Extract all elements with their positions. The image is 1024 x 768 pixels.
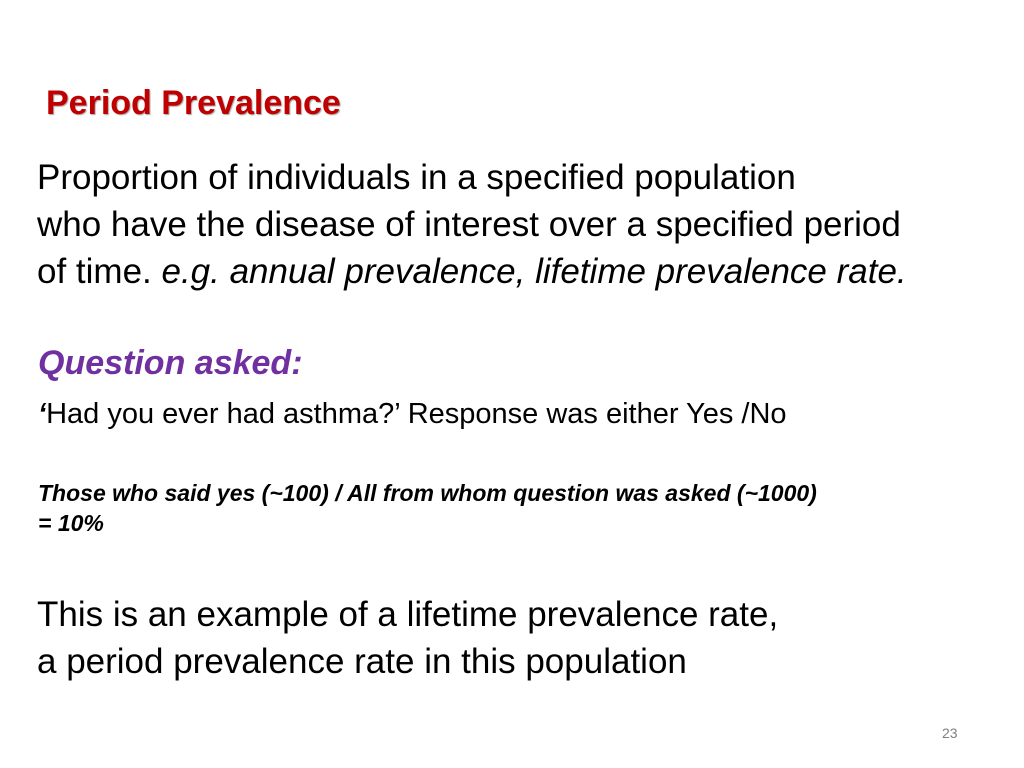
conclusion-line: This is an example of a lifetime prevalence rate,: [37, 595, 779, 634]
definition-line: who have the disease of interest over a specified period: [37, 205, 901, 244]
question-heading: Question asked:: [38, 344, 303, 382]
definition-paragraph: [37, 154, 1024, 295]
definition-line: Proportion of individuals in a specified population: [37, 158, 796, 197]
definition-line: [37, 248, 1024, 295]
definition-text: of time.: [37, 252, 162, 291]
question-text: [38, 398, 787, 431]
conclusion-line: a period prevalence rate in this population: [37, 642, 687, 681]
slide-title: Period Prevalence: [46, 84, 341, 122]
calculation-result: = 10%: [38, 510, 104, 536]
calculation-line: Those who said yes (~100) / All from whom question was asked (~1000): [38, 480, 817, 506]
page-number: 23: [942, 725, 958, 741]
definition-examples: e.g. annual prevalence, lifetime prevalence rate.: [161, 252, 907, 291]
open-quote: ‘: [38, 398, 47, 430]
conclusion-paragraph: [37, 591, 1012, 685]
question-body: Had you ever had asthma?’ Response was either Yes /No: [46, 398, 787, 430]
calculation: [38, 478, 1013, 538]
